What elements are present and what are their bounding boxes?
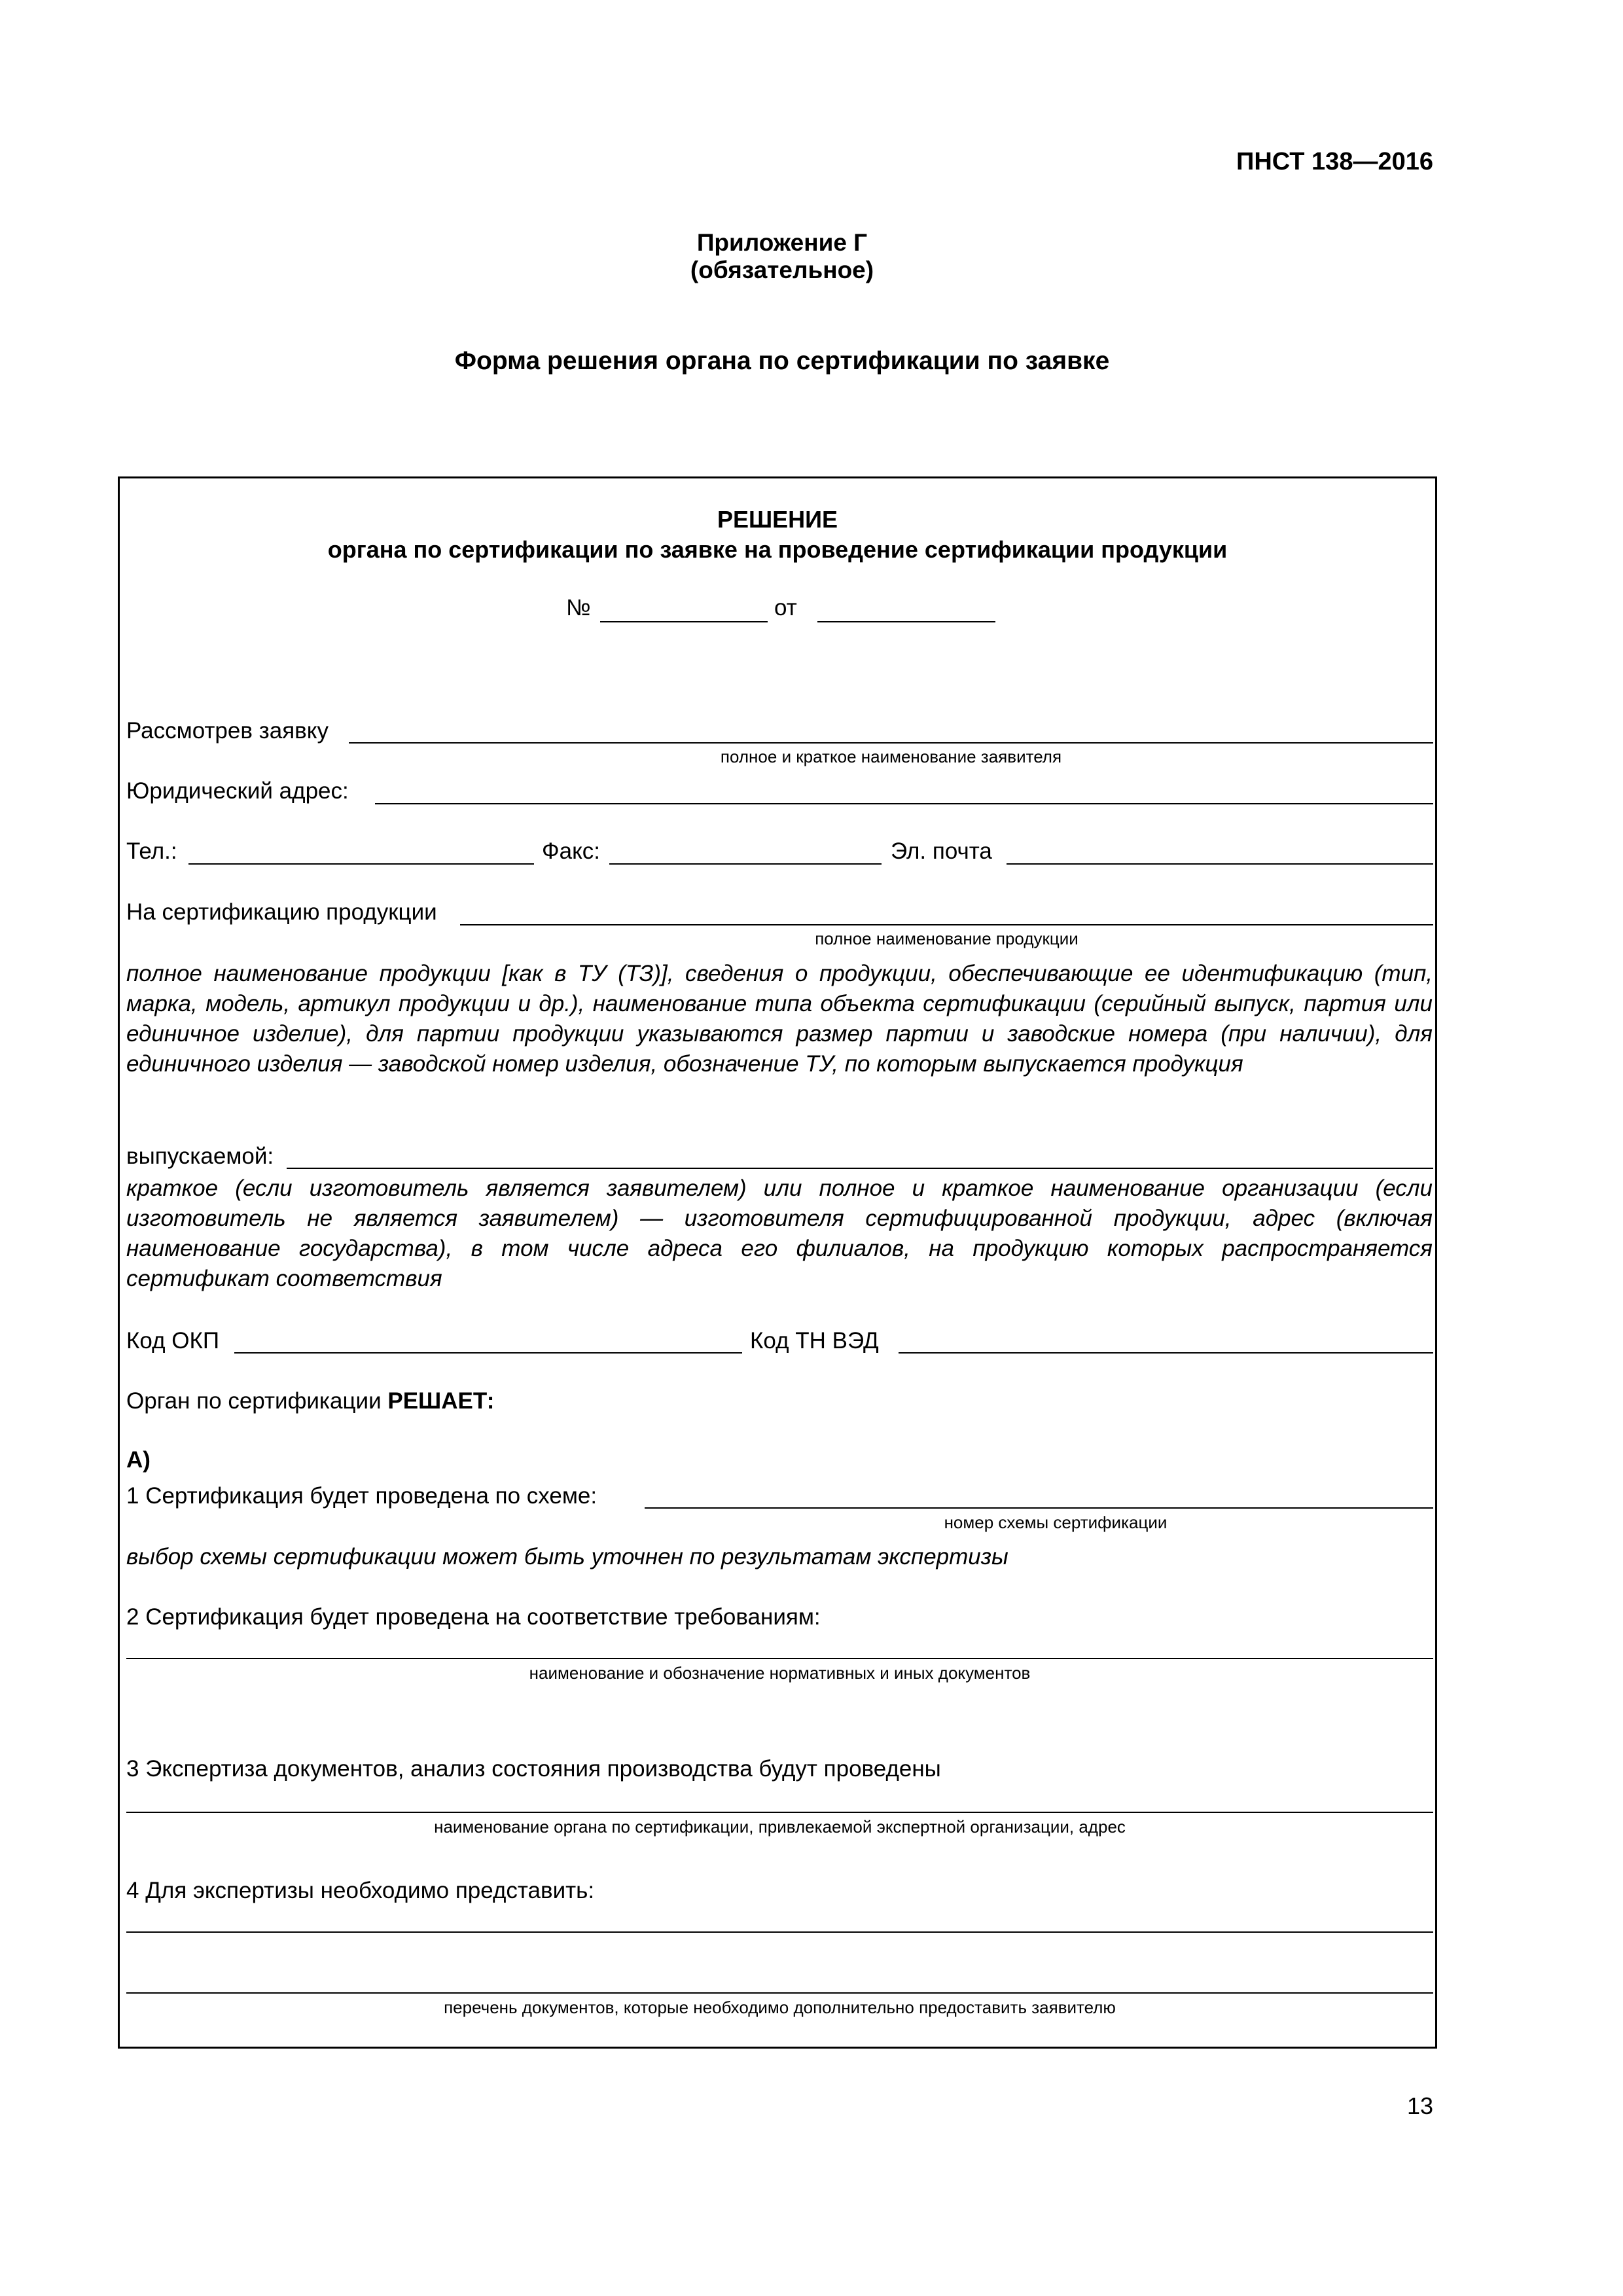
decision-subheading: органа по сертификации по заявке на проведение сертификации продукции (327, 536, 1228, 563)
item1-label: 1 Сертификация будет проведена по схеме: (126, 1483, 597, 1509)
item3-label: 3 Экспертиза документов, анализ состояния производства будут проведены (126, 1756, 941, 1782)
item2-caption: наименование и обозначение нормативных и иных документов (529, 1663, 1031, 1683)
document-code: ПНСТ 138—2016 (1236, 148, 1433, 175)
manufacturer-note: краткое (если изготовитель является заявителем) или полное и краткое наименование организации (если изготовитель не является заявителем) — изготовителя сертифицированной продукции, адрес (включая наименование государства), в том числе адреса его филиалов, на продукцию которых распространяется сертификат соответствия (126, 1175, 1433, 1291)
tnved-label: Код ТН ВЭД (750, 1328, 879, 1354)
item4-caption: перечень документов, которые необходимо дополнительно предоставить заявителю (444, 1998, 1116, 2017)
date-label: от (774, 595, 797, 620)
product-note: полное наименование продукции [как в ТУ (ТЗ)], сведения о продукции, обеспечивающие ее идентификацию (тип, марка, модель, артикул продукции и др.), наименование типа объекта сертификации (серийный выпуск, партия или единичное изделие), для партии продукции указываются размер партии и заводские номера (при наличии), для единичного изделия — заводской номер изделия, обозначение ТУ, по которым выпускается продукция (126, 961, 1433, 1077)
tnved-field[interactable] (899, 1352, 1433, 1354)
decision-form (118, 476, 1437, 2049)
manufacturer-field[interactable] (287, 1168, 1433, 1169)
documents-field-1[interactable] (126, 1931, 1433, 1933)
okp-label: Код ОКП (126, 1328, 219, 1354)
item1-caption: номер схемы сертификации (944, 1513, 1168, 1532)
applicant-field[interactable] (349, 742, 1433, 744)
product-field[interactable] (460, 924, 1433, 925)
requirements-field[interactable] (126, 1658, 1433, 1659)
decides-line (126, 1388, 494, 1414)
scheme-field[interactable] (645, 1507, 1433, 1509)
form-title: Форма решения органа по сертификации по заявке (454, 347, 1110, 375)
appendix-subtitle: (обязательное) (690, 257, 874, 283)
legal-address-label: Юридический адрес: (126, 778, 349, 804)
application-label: Рассмотрев заявку (126, 718, 329, 744)
email-label: Эл. почта (891, 838, 992, 864)
date-field[interactable] (817, 621, 995, 622)
decision-heading: РЕШЕНИЕ (717, 506, 838, 533)
item2-label: 2 Сертификация будет проведена на соответствие требованиям: (126, 1604, 821, 1630)
manufacturer-label: выпускаемой: (126, 1143, 274, 1169)
number-field[interactable] (600, 621, 768, 622)
item1-note: выбор схемы сертификации может быть уточнен по результатам экспертизы (126, 1544, 1008, 1570)
section-a-label: А) (126, 1447, 151, 1473)
product-caption: полное наименование продукции (815, 929, 1079, 948)
decides-prefix: Орган по сертификации (126, 1388, 388, 1414)
email-field[interactable] (1007, 863, 1433, 865)
applicant-caption: полное и краткое наименование заявителя (720, 747, 1062, 766)
item4-label: 4 Для экспертизы необходимо представить: (126, 1878, 595, 1903)
fax-field[interactable] (609, 863, 882, 865)
product-label: На сертификацию продукции (126, 899, 437, 925)
fax-label: Факс: (542, 838, 601, 864)
phone-field[interactable] (188, 863, 534, 865)
number-label: № (566, 595, 591, 620)
documents-field-2[interactable] (126, 1992, 1433, 1994)
expert-org-field[interactable] (126, 1812, 1433, 1813)
phone-label: Тел.: (126, 838, 177, 864)
okp-field[interactable] (234, 1352, 742, 1354)
item3-caption: наименование органа по сертификации, привлекаемой экспертной организации, адрес (434, 1817, 1126, 1837)
decides-bold: РЕШАЕТ: (387, 1388, 495, 1414)
appendix-title: Приложение Г (696, 229, 868, 256)
legal-address-field[interactable] (375, 803, 1433, 804)
page-number: 13 (1406, 2092, 1433, 2119)
